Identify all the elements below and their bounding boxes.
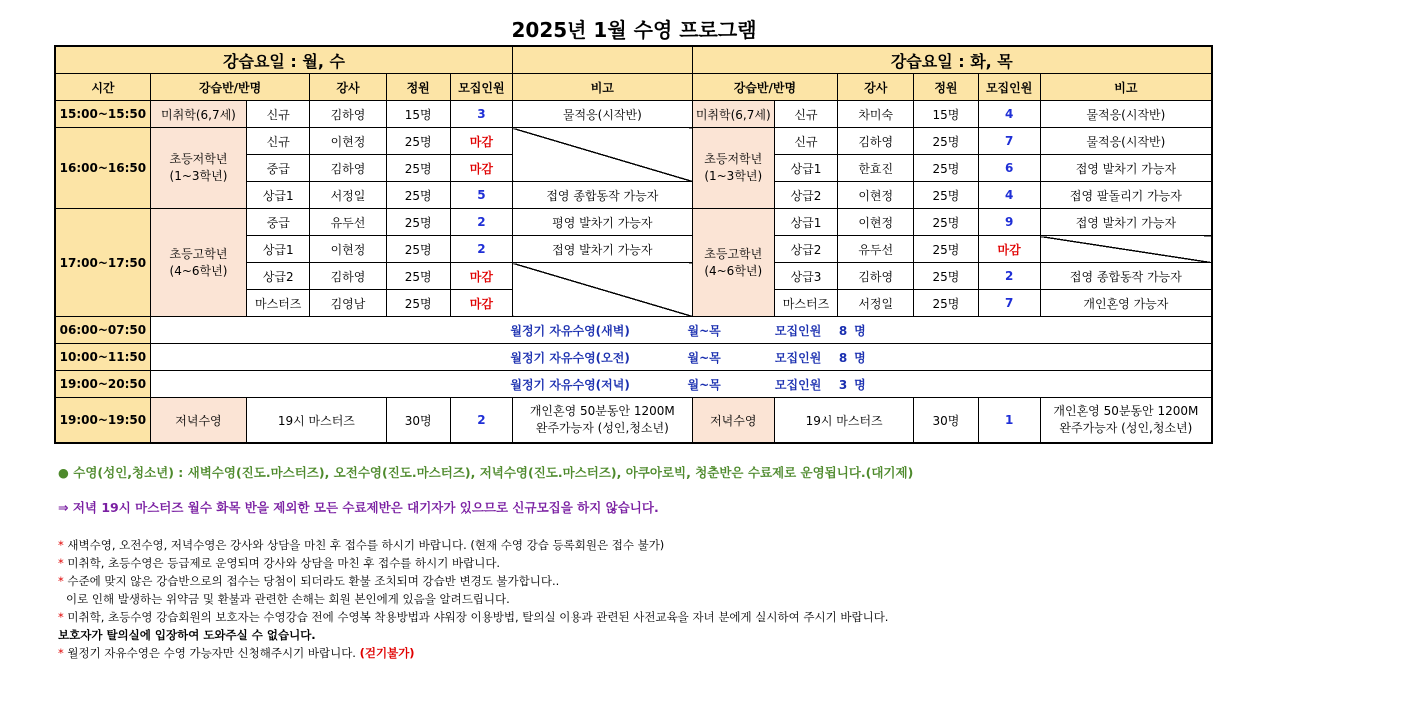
header-columns-row bbox=[55, 74, 1212, 101]
time-cell: 19:00~20:50 bbox=[55, 371, 150, 398]
free-swim-info bbox=[150, 344, 1212, 371]
bullet-star: * bbox=[58, 610, 64, 624]
table-row bbox=[55, 101, 1212, 128]
instructor-cell: 김하영 bbox=[310, 101, 386, 128]
instructor-cell: 김하영 bbox=[310, 263, 386, 290]
group-cell: 미취학(6,7세) bbox=[150, 101, 246, 128]
level-cell: 마스터즈 bbox=[247, 290, 310, 317]
instructor-cell: 김영남 bbox=[310, 290, 386, 317]
group-cell bbox=[692, 209, 774, 317]
class-cell: 19시 마스터즈 bbox=[774, 398, 913, 444]
capacity-cell: 25명 bbox=[914, 209, 978, 236]
free-swim-label: 모집인원 bbox=[774, 350, 822, 365]
capacity-cell: 25명 bbox=[386, 155, 450, 182]
recruit-cell: 마감 bbox=[450, 128, 512, 155]
free-swim-row bbox=[55, 371, 1212, 398]
free-swim-label: 모집인원 bbox=[774, 323, 822, 338]
level-cell: 상급3 bbox=[774, 263, 837, 290]
group-cell: 저녁수영 bbox=[692, 398, 774, 444]
time-cell: 16:00~16:50 bbox=[55, 128, 150, 209]
note-cell: 접영 팔돌리기 가능자 bbox=[1040, 182, 1212, 209]
level-cell: 중급 bbox=[247, 209, 310, 236]
instructor-cell: 한효진 bbox=[838, 155, 914, 182]
free-swim-days: 월~목 bbox=[687, 350, 721, 365]
group-cell bbox=[150, 209, 246, 317]
instructor-cell: 서정일 bbox=[838, 290, 914, 317]
recruit-cell: 마감 bbox=[450, 290, 512, 317]
free-swim-count: 8 bbox=[838, 323, 848, 338]
instructor-cell: 김하영 bbox=[310, 155, 386, 182]
group-name: 초등저학년 bbox=[169, 152, 228, 166]
capacity-cell: 25명 bbox=[914, 182, 978, 209]
free-swim-info bbox=[150, 371, 1212, 398]
capacity-cell: 25명 bbox=[386, 182, 450, 209]
recruit-cell: 2 bbox=[978, 263, 1040, 290]
recruit-cell: 2 bbox=[450, 398, 512, 444]
header-spacer bbox=[513, 46, 693, 74]
free-swim-label: 모집인원 bbox=[774, 377, 822, 392]
bullet-star: * bbox=[58, 574, 64, 588]
group-cell: 미취학(6,7세) bbox=[692, 101, 774, 128]
free-swim-unit: 명 bbox=[854, 350, 866, 365]
recruit-cell: 마감 bbox=[450, 155, 512, 182]
capacity-cell: 25명 bbox=[386, 209, 450, 236]
instructor-cell: 김하영 bbox=[838, 128, 914, 155]
free-swim-days: 월~목 bbox=[687, 323, 721, 338]
level-cell: 상급2 bbox=[774, 236, 837, 263]
col-class-right: 강습반/반명 bbox=[692, 74, 837, 101]
recruit-cell: 마감 bbox=[978, 236, 1040, 263]
level-cell: 상급2 bbox=[247, 263, 310, 290]
capacity-cell: 30명 bbox=[914, 398, 978, 444]
recruit-cell: 5 bbox=[450, 182, 512, 209]
instructor-cell: 서정일 bbox=[310, 182, 386, 209]
notice-text: 미취학, 초등수영은 등급제로 운영되며 강사와 상담을 마친 후 접수를 하시기 바랍니다. bbox=[67, 556, 501, 570]
level-cell: 마스터즈 bbox=[774, 290, 837, 317]
notice-text: 미취학, 초등수영 강습회원의 보호자는 수영강습 전에 수영복 착용방법과 샤워장 이용방법, 탈의실 이용과 관련된 사전교육을 자녀 분에게 실시하여 주시기 바랍니다. bbox=[67, 610, 889, 624]
instructor-cell: 이현정 bbox=[838, 209, 914, 236]
recruit-cell: 3 bbox=[450, 101, 512, 128]
right-days-header: 강습요일 : 화, 목 bbox=[692, 46, 1212, 74]
capacity-cell: 25명 bbox=[386, 290, 450, 317]
notice-item bbox=[58, 572, 888, 590]
note-cell-empty bbox=[1040, 236, 1212, 263]
note-cell: 접영 발차기 가능자 bbox=[1040, 155, 1212, 182]
note-cell: 접영 발차기 가능자 bbox=[513, 236, 693, 263]
level-cell: 상급1 bbox=[774, 155, 837, 182]
level-cell: 상급1 bbox=[247, 182, 310, 209]
capacity-cell: 25명 bbox=[914, 290, 978, 317]
class-cell: 19시 마스터즈 bbox=[247, 398, 386, 444]
recruit-cell: 9 bbox=[978, 209, 1040, 236]
instructor-cell: 이현정 bbox=[838, 182, 914, 209]
group-cell bbox=[150, 128, 246, 209]
note-cell: 물적응(시작반) bbox=[1040, 128, 1212, 155]
bullet-star: * bbox=[58, 556, 64, 570]
time-cell: 10:00~11:50 bbox=[55, 344, 150, 371]
level-cell: 신규 bbox=[774, 128, 837, 155]
note-cell: 물적응(시작반) bbox=[513, 101, 693, 128]
group-grade: (4~6학년) bbox=[704, 263, 763, 278]
header-days-row bbox=[55, 46, 1212, 74]
note-cell: 평영 발차기 가능자 bbox=[513, 209, 693, 236]
note-cell: 접영 종합동작 가능자 bbox=[513, 182, 693, 209]
instructor-cell: 유두선 bbox=[838, 236, 914, 263]
notice-item bbox=[58, 626, 888, 644]
col-capacity: 정원 bbox=[386, 74, 450, 101]
col-recruit: 모집인원 bbox=[450, 74, 512, 101]
recruit-cell: 2 bbox=[450, 209, 512, 236]
notice-text: 월정기 자유수영은 수영 가능자만 신청해주시기 바랍니다. bbox=[67, 646, 360, 660]
note-line: 완주가능자 (성인,청소년) bbox=[1059, 421, 1193, 435]
recruit-cell: 1 bbox=[978, 398, 1040, 444]
group-name: 초등고학년 bbox=[169, 246, 228, 261]
capacity-cell: 25명 bbox=[914, 155, 978, 182]
recruit-cell: 마감 bbox=[450, 263, 512, 290]
instructor-cell: 김하영 bbox=[838, 263, 914, 290]
capacity-cell: 25명 bbox=[914, 263, 978, 290]
group-name: 초등고학년 bbox=[704, 246, 763, 261]
level-cell: 신규 bbox=[774, 101, 837, 128]
col-recruit-right: 모집인원 bbox=[978, 74, 1040, 101]
free-swim-info bbox=[150, 317, 1212, 344]
note-cell: 물적응(시작반) bbox=[1040, 101, 1212, 128]
level-cell: 중급 bbox=[247, 155, 310, 182]
free-swim-row bbox=[55, 344, 1212, 371]
note-line: 개인혼영 50분동안 1200M bbox=[529, 404, 675, 418]
capacity-cell: 25명 bbox=[914, 128, 978, 155]
bullet-star: * bbox=[58, 646, 64, 660]
free-swim-count: 8 bbox=[838, 350, 848, 365]
notice-item bbox=[58, 554, 888, 572]
notice-item bbox=[58, 536, 888, 554]
notice-text: 수준에 맞지 않은 강습반으로의 접수는 당첨이 되더라도 환불 조치되며 강습반 변경도 불가합니다.. bbox=[67, 574, 560, 588]
col-note: 비고 bbox=[513, 74, 693, 101]
page-title: 2025년 1월 수영 프로그램 bbox=[511, 18, 757, 42]
free-swim-count: 3 bbox=[838, 377, 848, 392]
group-cell bbox=[692, 128, 774, 209]
capacity-cell: 30명 bbox=[386, 398, 450, 444]
col-time: 시간 bbox=[55, 74, 150, 101]
recruit-cell: 4 bbox=[978, 101, 1040, 128]
recruit-cell: 7 bbox=[978, 128, 1040, 155]
notice-text: 이로 인해 발생하는 위약금 및 환불과 관련한 손해는 회원 본인에게 있음을 알려드립니다. bbox=[66, 592, 510, 606]
capacity-cell: 15명 bbox=[386, 101, 450, 128]
time-cell: 06:00~07:50 bbox=[55, 317, 150, 344]
level-cell: 상급1 bbox=[247, 236, 310, 263]
notice-list bbox=[58, 536, 888, 662]
free-swim-unit: 명 bbox=[854, 323, 866, 338]
left-days-header: 강습요일 : 월, 수 bbox=[55, 46, 513, 74]
time-cell: 19:00~19:50 bbox=[55, 398, 150, 444]
recruit-cell: 6 bbox=[978, 155, 1040, 182]
instructor-cell: 이현정 bbox=[310, 128, 386, 155]
instructor-cell: 차미숙 bbox=[838, 101, 914, 128]
capacity-cell: 25명 bbox=[914, 236, 978, 263]
col-capacity-right: 정원 bbox=[914, 74, 978, 101]
recruit-cell: 7 bbox=[978, 290, 1040, 317]
free-swim-row bbox=[55, 317, 1212, 344]
note-line: 완주가능자 (성인,청소년) bbox=[535, 421, 669, 435]
notice-text: 보호자가 탈의실에 입장하여 도와주실 수 없습니다. bbox=[58, 628, 316, 642]
level-cell: 신규 bbox=[247, 128, 310, 155]
instructor-cell: 이현정 bbox=[310, 236, 386, 263]
level-cell: 상급1 bbox=[774, 209, 837, 236]
capacity-cell: 25명 bbox=[386, 263, 450, 290]
capacity-cell: 15명 bbox=[914, 101, 978, 128]
no-walking-note: (걷기불가) bbox=[359, 646, 415, 660]
group-grade: (1~3학년) bbox=[704, 169, 763, 183]
group-grade: (4~6학년) bbox=[169, 263, 228, 278]
capacity-cell: 25명 bbox=[386, 128, 450, 155]
free-swim-name: 월정기 자유수영(오전) bbox=[510, 350, 630, 365]
notice-text: 새벽수영, 오전수영, 저녁수영은 강사와 상담을 마친 후 접수를 하시기 바랍니다. (현재 수영 강습 등록회원은 접수 불가) bbox=[67, 538, 665, 552]
note-cell bbox=[1040, 398, 1212, 444]
note-cell: 개인혼영 가능자 bbox=[1040, 290, 1212, 317]
level-cell: 상급2 bbox=[774, 182, 837, 209]
note-line: 개인혼영 50분동안 1200M bbox=[1053, 404, 1199, 418]
notice-item bbox=[58, 608, 888, 626]
col-note-right: 비고 bbox=[1040, 74, 1212, 101]
note-cell: 접영 발차기 가능자 bbox=[1040, 209, 1212, 236]
table-row bbox=[55, 398, 1212, 444]
group-name: 초등저학년 bbox=[704, 152, 763, 166]
schedule-table bbox=[54, 45, 1213, 444]
group-cell: 저녁수영 bbox=[150, 398, 246, 444]
notice-purple: ⇒ 저녁 19시 마스터즈 월수 화목 반을 제외한 모든 수료제반은 대기자가 있으므로 신규모집을 하지 않습니다. bbox=[58, 500, 659, 515]
table-row bbox=[55, 209, 1212, 236]
note-cell bbox=[513, 398, 693, 444]
col-class: 강습반/반명 bbox=[150, 74, 310, 101]
col-instructor-right: 강사 bbox=[838, 74, 914, 101]
note-cell: 접영 종합동작 가능자 bbox=[1040, 263, 1212, 290]
time-cell: 17:00~17:50 bbox=[55, 209, 150, 317]
time-cell: 15:00~15:50 bbox=[55, 101, 150, 128]
free-swim-name: 월정기 자유수영(새벽) bbox=[510, 323, 630, 338]
instructor-cell: 유두선 bbox=[310, 209, 386, 236]
capacity-cell: 25명 bbox=[386, 236, 450, 263]
free-swim-name: 월정기 자유수영(저녁) bbox=[510, 377, 630, 392]
table-row bbox=[55, 128, 1212, 155]
col-instructor: 강사 bbox=[310, 74, 386, 101]
level-cell: 신규 bbox=[247, 101, 310, 128]
note-cell-empty bbox=[513, 263, 693, 317]
notice-green: ● 수영(성인,청소년) : 새벽수영(진도.마스터즈), 오전수영(진도.마스터즈), 저녁수영(진도.마스터즈), 아쿠아로빅, 청춘반은 수료제로 운영됩니다.(대기제) bbox=[58, 465, 914, 480]
bullet-star: * bbox=[58, 538, 64, 552]
notice-item bbox=[58, 644, 888, 662]
group-grade: (1~3학년) bbox=[169, 169, 228, 183]
recruit-cell: 4 bbox=[978, 182, 1040, 209]
notice-item bbox=[58, 590, 888, 608]
recruit-cell: 2 bbox=[450, 236, 512, 263]
note-cell-empty bbox=[513, 128, 693, 182]
free-swim-days: 월~목 bbox=[687, 377, 721, 392]
free-swim-unit: 명 bbox=[854, 377, 866, 392]
